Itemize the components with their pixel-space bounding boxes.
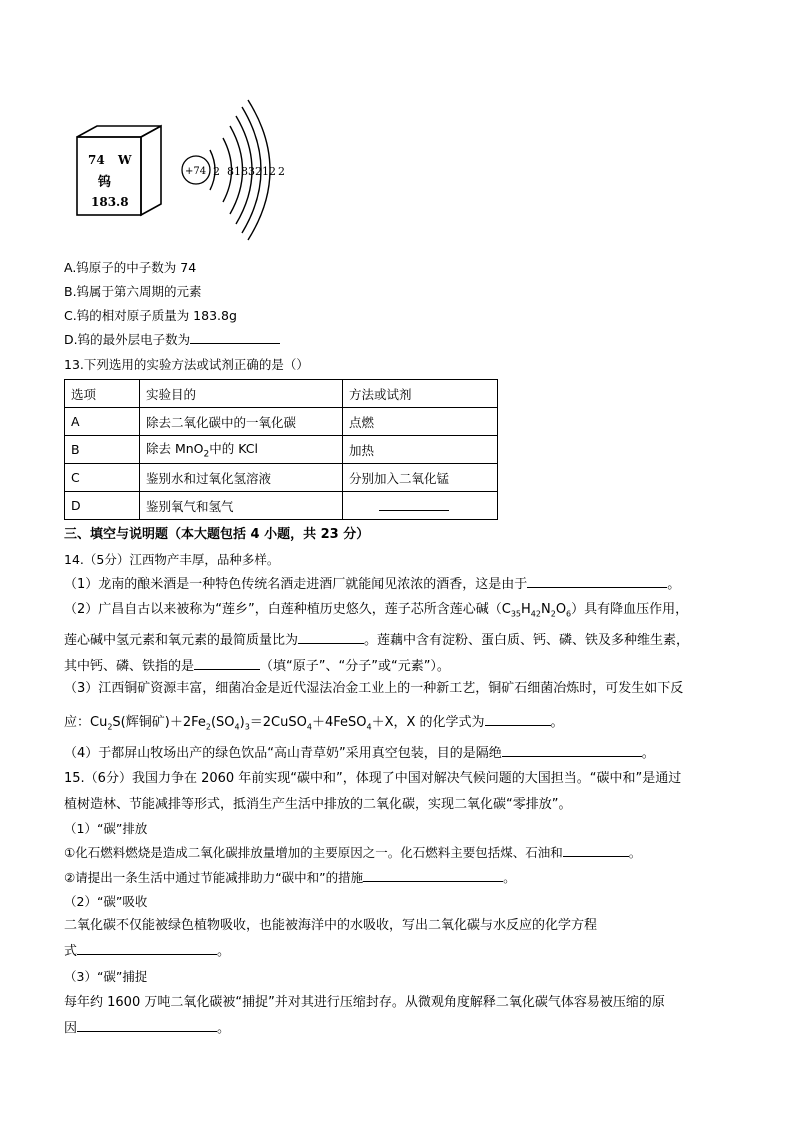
row-option: D xyxy=(65,492,140,520)
q14-part3: （3）江西铜矿资源丰富，细菌冶金是近代湿法冶金工业上的一种新工艺，铜矿石细菌冶炼时，可发生如下反 应：$Cu_2S$(辉铜矿)$+2Fe_2(SO_4)_3=2CuSO_4+4FeSO_4+X$，X 的化学式为 。 xyxy=(64,681,684,732)
table-row xyxy=(65,408,498,436)
q13-table xyxy=(64,379,498,520)
answer-blank[interactable] xyxy=(77,1019,217,1032)
q13-stem: 13.下列选用的实验方法或试剂正确的是（） xyxy=(64,357,309,372)
header-purpose: 实验目的 xyxy=(140,380,343,408)
row-method: 点燃 xyxy=(343,408,498,436)
q14-part1: （1）龙南的酿米酒是一种特色传统名酒走进酒厂就能闻见浓浓的酒香，这是由于 。 xyxy=(64,577,681,592)
q15-sub3-title: （3）“碳”捕捉 xyxy=(64,969,148,984)
q15-sub1-q2: ②请提出一条生活中通过节能减排助力“碳中和”的措施 。 xyxy=(64,870,516,885)
q14-part4: （4）于都屏山牧场出产的绿色饮品“高山青草奶”采用真空包装，目的是隔绝 。 xyxy=(64,746,655,761)
answer-blank[interactable] xyxy=(502,744,642,757)
row-option: B xyxy=(65,436,140,464)
element-symbol: W xyxy=(118,153,132,167)
element-box xyxy=(77,126,161,215)
row-purpose: 除去 MnO$_2$中的 KCl xyxy=(140,436,343,464)
row-purpose: 鉴别氧气和氢气 xyxy=(140,492,343,520)
answer-blank[interactable] xyxy=(190,331,280,344)
q12-option-c: C.钨的相对原子质量为 183.8g xyxy=(64,308,237,323)
q14-stem: 14.（5分）江西物产丰厚，品种多样。 xyxy=(64,552,280,567)
answer-blank[interactable] xyxy=(298,631,364,644)
answer-blank[interactable] xyxy=(77,942,217,955)
row-method: 分别加入二氧化锰 xyxy=(343,464,498,492)
element-name: 钨 xyxy=(98,175,112,190)
answer-blank[interactable] xyxy=(563,844,629,857)
atomic-number: 74 xyxy=(88,153,105,167)
q15-sub3-question: 每年约 1600 万吨二氧化碳被“捕捉”并对其进行压缩封存。从微观角度解释二氧化碳气体容易被压缩的原 因 。 xyxy=(64,995,665,1036)
q15-sub1-title: （1）“碳”排放 xyxy=(64,821,148,836)
row-purpose: 除去二氧化碳中的一氧化碳 xyxy=(140,408,343,436)
shell-counts: 8183212 xyxy=(227,165,276,178)
row-method xyxy=(343,492,498,520)
header-option: 选项 xyxy=(65,380,140,408)
atom-structure xyxy=(182,100,285,240)
answer-blank[interactable] xyxy=(194,657,260,670)
answer-blank[interactable] xyxy=(379,498,449,511)
nucleus-charge: +74 xyxy=(185,166,207,177)
row-purpose: 鉴别水和过氧化氢溶液 xyxy=(140,464,343,492)
table-row xyxy=(65,436,498,464)
q14-part2: （2）广昌自古以来被称为“莲乡”，白莲种植历史悠久，莲子芯所含莲心碱$(C_{35}H_{42}N_2O_6)$具有降血压作用， 莲心碱中氢元素和氧元素的最简质量比为 。莲藕中含有淀粉、蛋白质、钙、磷、铁及多种维生素， 其中钙、磷、铁指的是 （填“原子”、“分子”或“元素”）。 xyxy=(64,602,690,674)
q12-option-b: B.钨属于第六周期的元素 xyxy=(64,284,202,299)
header-method: 方法或试剂 xyxy=(343,380,498,408)
section-title: 三、填空与说明题（本大题包括 4 小题，共 23 分） xyxy=(64,527,370,542)
q12-option-d: D.钨的最外层电子数为 xyxy=(64,331,280,349)
answer-blank[interactable] xyxy=(527,575,667,588)
q15-sub2-question: 二氧化碳不仅能被绿色植物吸收，也能被海洋中的水吸收，写出二氧化碳与水反应的化学方程 式 。 xyxy=(64,918,598,959)
q15-sub1-q1: ①化石燃料燃烧是造成二氧化碳排放量增加的主要原因之一。化石燃料主要包括煤、石油和 。 xyxy=(64,845,642,860)
q12-option-a: A.钨原子的中子数为 74 xyxy=(64,260,197,275)
tungsten-figure xyxy=(60,92,300,242)
row-method: 加热 xyxy=(343,436,498,464)
row-option: A xyxy=(65,408,140,436)
answer-blank[interactable] xyxy=(485,713,551,726)
table-header-row xyxy=(65,380,498,408)
table-row xyxy=(65,464,498,492)
shell-1-count: 2 xyxy=(213,165,220,178)
q15-sub2-title: （2）“碳”吸收 xyxy=(64,894,148,909)
row-option: C xyxy=(65,464,140,492)
table-row xyxy=(65,492,498,520)
outer-shell-count: 2 xyxy=(278,165,285,178)
answer-blank[interactable] xyxy=(363,869,503,882)
q15-stem: 15.（6分）我国力争在 2060 年前实现“碳中和”，体现了中国对解决气候问题的大国担当。“碳中和”是通过 植树造林、节能减排等形式，抵消生产生活中排放的二氧化碳，实现二氧化碳“零排放”。 xyxy=(64,771,682,812)
atomic-mass: 183.8 xyxy=(91,195,129,209)
